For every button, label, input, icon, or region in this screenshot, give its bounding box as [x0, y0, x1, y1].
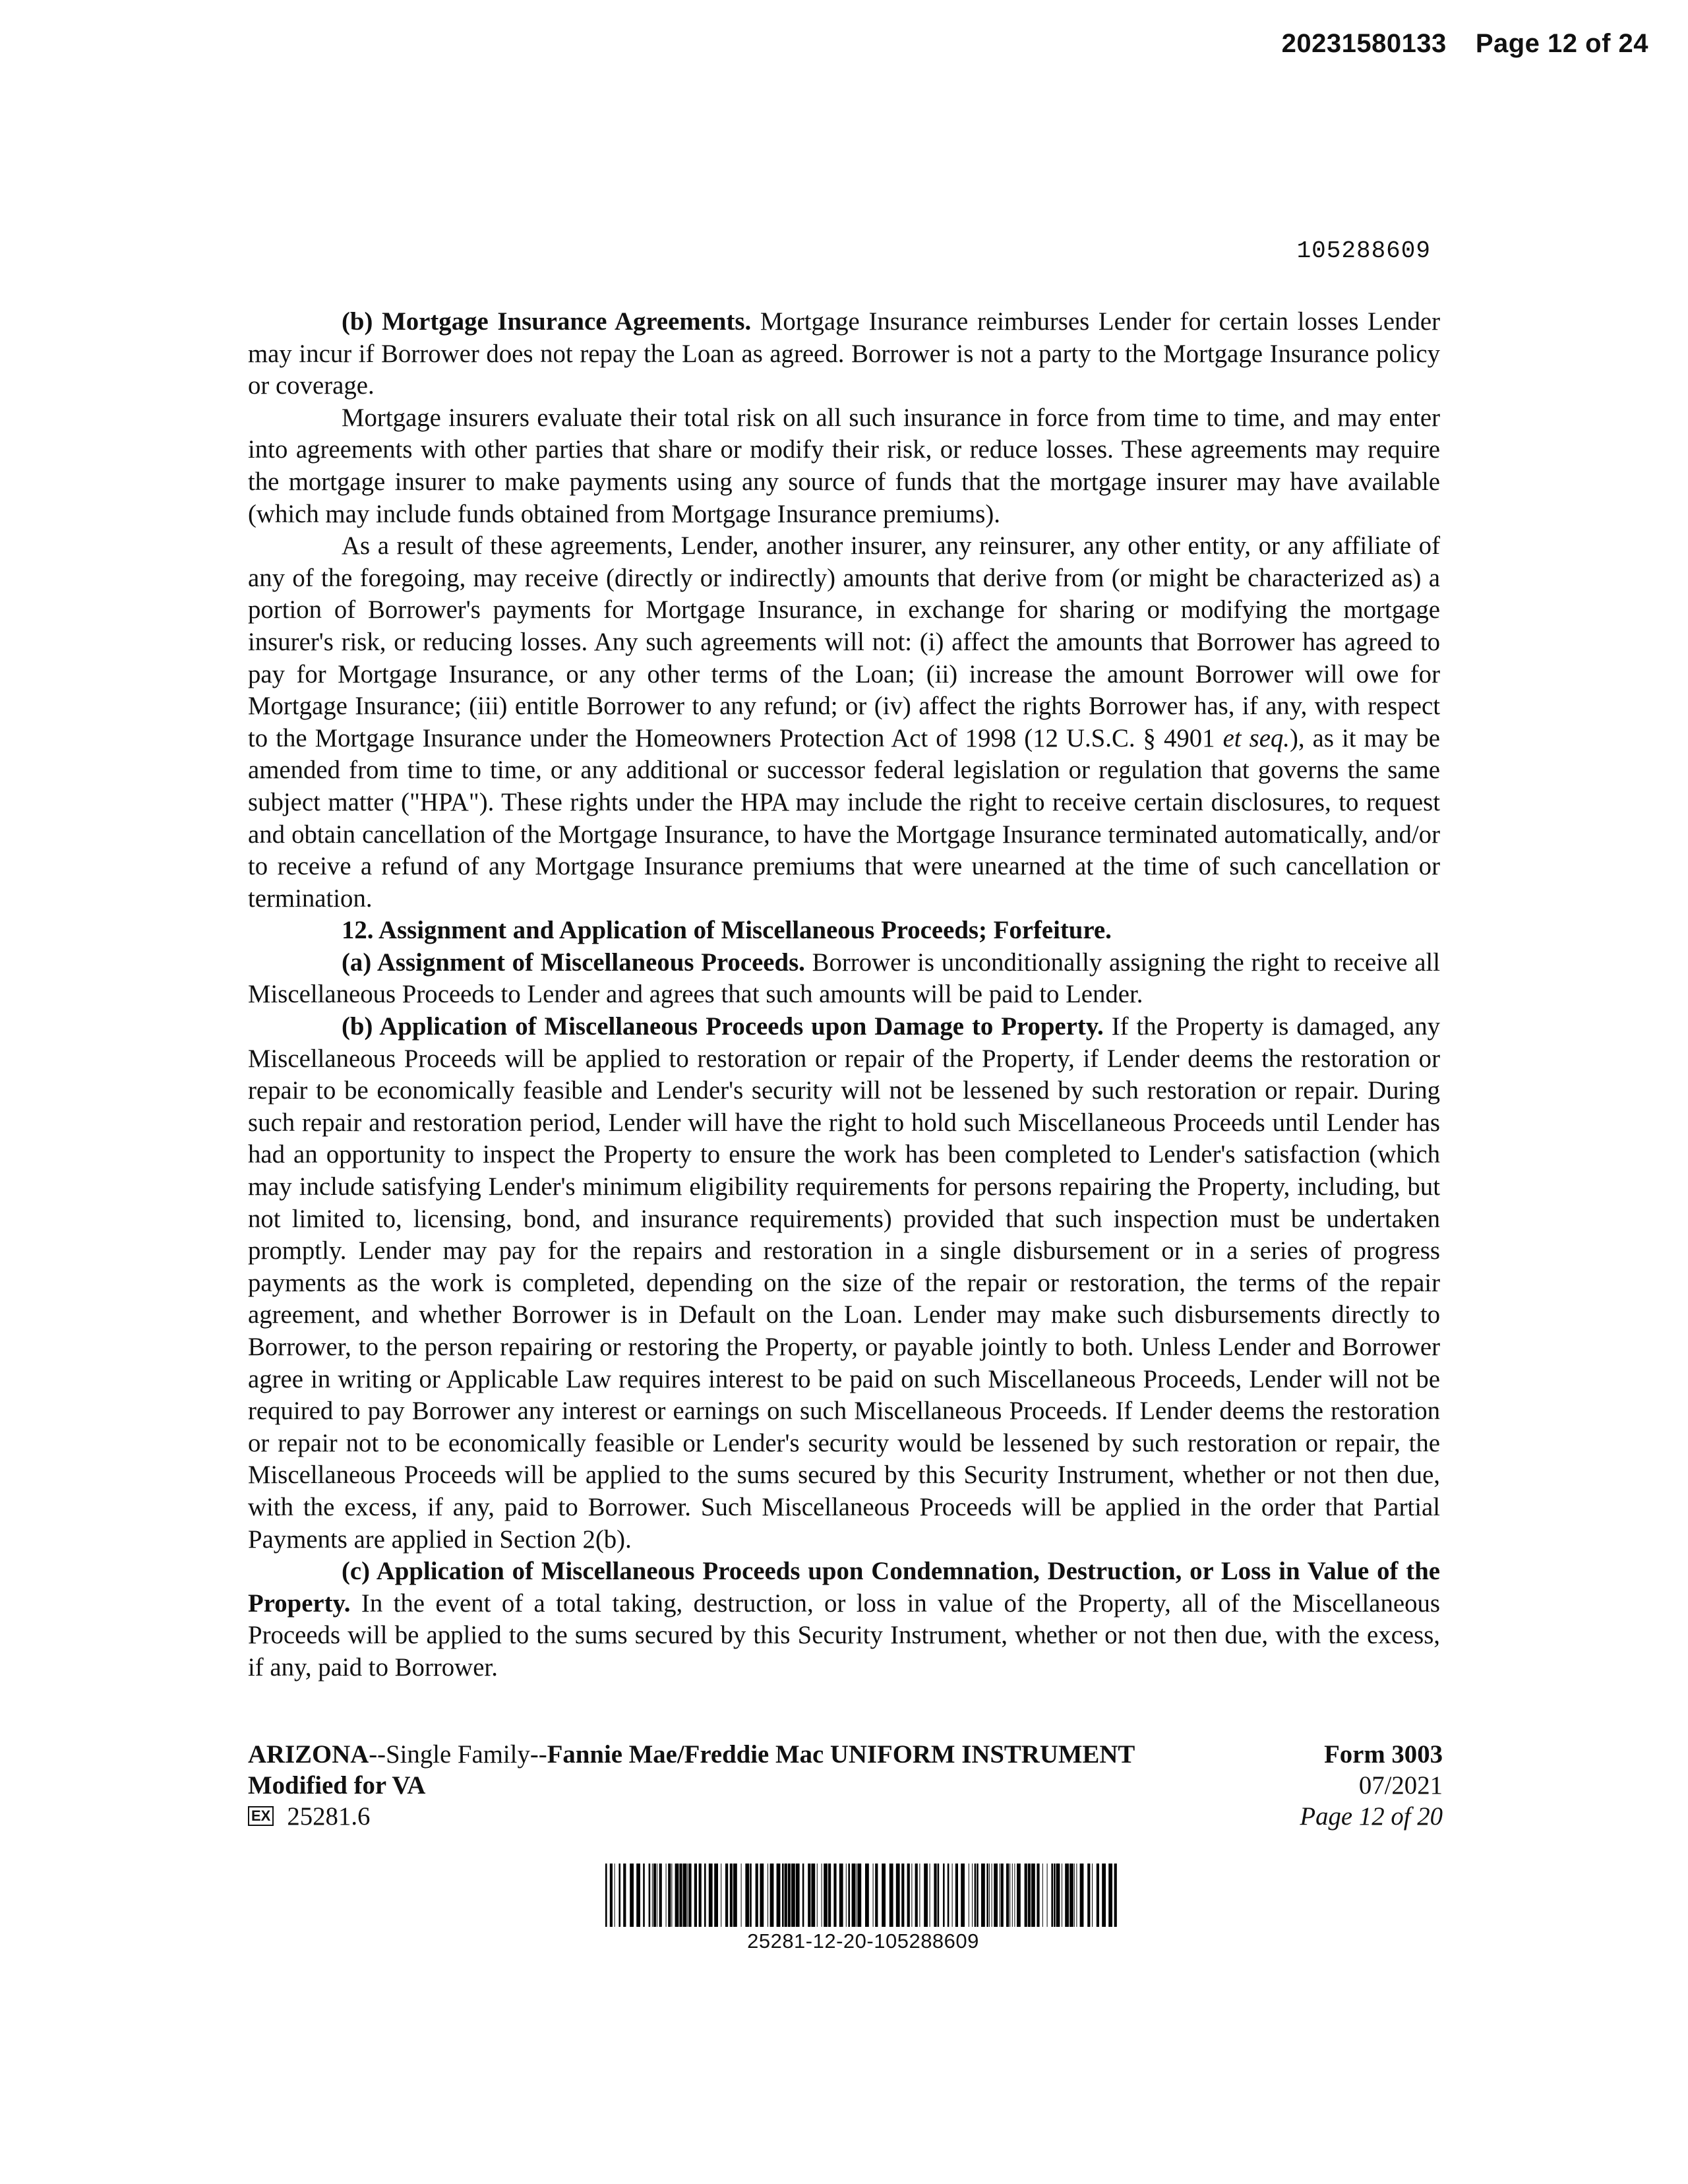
footer-ex-code: 25281.6 [287, 1802, 371, 1831]
condemnation-paragraph [248, 1556, 1440, 1684]
agreements-result-italic: et seq. [1222, 723, 1290, 752]
footer-separator: --Single Family-- [369, 1740, 547, 1769]
recording-header [1282, 29, 1648, 59]
agreements-result-paragraph [248, 530, 1440, 915]
loan-number: 105288609 [1296, 237, 1431, 264]
footer-instrument-line [248, 1739, 1135, 1770]
agreements-result-text-2: ), as it may be amended from time to time, or any additional or successor federal legislation or regulation that governs the same subject matter ("HPA"). These rights under the HPA may include the right to receive certain disclosures, to request and obtain cancellation of the Mortgage Insurance, to have the Mortgage Insurance terminated automatically, and/or to receive a refund of any Mortgage Insurance premiums that were unearned at the time of such cancellation or termination. [248, 723, 1440, 913]
document-number: 20231580133 [1281, 29, 1447, 58]
assignment-paragraph [248, 947, 1440, 1011]
section-12-heading: 12. Assignment and Application of Miscellaneous Proceeds; Forfeiture. [342, 916, 1112, 945]
footer-form-identification [248, 1739, 1135, 1832]
footer-form-label: Form 3003 [1324, 1740, 1443, 1769]
insurers-paragraph: Mortgage insurers evaluate their total risk on all such insurance in force from time to time, and may enter into agreements with other parties that share or modify their risk, or reduce losses. These agreements may require the mortgage insurer to make payments using any source of funds that the mortgage insurer may have available (which may include funds obtained from Mortgage Insurance premiums). [248, 403, 1440, 528]
page-indicator: Page 12 of 24 [1475, 29, 1648, 58]
document-body [248, 306, 1440, 1684]
damage-text: If the Property is damaged, any Miscellaneous Proceeds will be applied to restoration or repair of the Property, if Lender deems the restoration or repair to be economically feasible and Lender's security will not be lessened by such restoration or repair. During such repair and restoration period, Lender will have the right to hold such Miscellaneous Proceeds until Lender has had an opportunity to inspect the Property to ensure the work has been completed to Lender's satisfaction (which may include satisfying Lender's minimum eligibility requirements for persons repairing the Property, including, but not limited to, licensing, bond, and insurance requirements) provided that such inspection must be undertaken promptly. Lender may pay for the repairs and restoration in a single disbursement or in a series of progress payments as the work is completed, depending on the size of the repair or restoration, the terms of the repair agreement, and whether Borrower is in Default on the Loan. Lender may make such disbursements directly to Borrower, to the person repairing or restoring the Property, or payable jointly to both. Unless Lender and Borrower agree in writing or Applicable Law requires interest to be paid on such Miscellaneous Proceeds, Lender will not be required to pay Borrower any interest or earnings on such Miscellaneous Proceeds. If Lender deems the restoration or repair not to be economically feasible or Lender's security would be lessened by such restoration or repair, the Miscellaneous Proceeds will be applied to the sums secured by this Security Instrument, whether or not then due, with the excess, if any, paid to Borrower. Such Miscellaneous Proceeds will be applied in the order that Partial Payments are applied in Section 2(b). [248, 1012, 1440, 1554]
barcode-block [605, 1864, 1121, 1953]
mortgage-insurance-agreements-paragraph [248, 306, 1440, 402]
footer-page-note: Page 12 of 20 [1300, 1802, 1443, 1831]
footer-code-line [248, 1801, 1135, 1832]
agreements-result-text-1: As a result of these agreements, Lender, another insurer, any reinsurer, any other entity, or any affiliate of any of the foregoing, may receive (directly or indirectly) amounts that derive from (or might be characterized as) a portion of Borrower's payments for Mortgage Insurance, in exchange for sharing or modifying the mortgage insurer's risk, or reducing losses. Any such agreements will not: (i) affect the amounts that Borrower has agreed to pay for Mortgage Insurance, or any other terms of the Loan; (ii) increase the amount Borrower will owe for Mortgage Insurance; (iii) entitle Borrower to any refund; or (iv) affect the rights Borrower has, if any, with respect to the Mortgage Insurance under the Homeowners Protection Act of 1998 (12 U.S.C. § 4901 [248, 531, 1440, 752]
barcode-label: 25281-12-20-105288609 [747, 1929, 979, 1953]
footer-modified-line [248, 1770, 1135, 1801]
footer-state: ARIZONA [248, 1740, 369, 1769]
footer-modified: Modified for VA [248, 1771, 426, 1800]
mortgage-insurance-agreements-text: Mortgage Insurance reimburses Lender for certain losses Lender may incur if Borrower does not repay the Loan as agreed. Borrower is not a party to the Mortgage Insurance policy or coverage. [248, 307, 1440, 400]
footer-form-number [1300, 1739, 1443, 1832]
condemnation-heading: (c) Application of Miscellaneous Proceeds upon Condemnation, Destruction, or Loss in Value of the Property. [248, 1557, 1440, 1618]
damage-heading: (b) Application of Miscellaneous Proceeds upon Damage to Property. [342, 1012, 1104, 1041]
ex-icon: EX [248, 1806, 274, 1826]
assignment-heading: (a) Assignment of Miscellaneous Proceeds. [342, 948, 805, 977]
section-12-heading-paragraph [248, 915, 1440, 947]
barcode-icon [605, 1864, 1121, 1927]
mortgage-insurance-agreements-heading: (b) Mortgage Insurance Agreements. [342, 307, 752, 336]
condemnation-text: In the event of a total taking, destruction, or loss in value of the Property, all of the Miscellaneous Proceeds will be applied to the sums secured by this Security Instrument, whether or not then due, with the excess, if any, paid to Borrower. [248, 1589, 1440, 1682]
damage-paragraph [248, 1011, 1440, 1556]
assignment-text: Borrower is unconditionally assigning the right to receive all Miscellaneous Proceeds to Lender and agrees that such amounts will be paid to Lender. [248, 948, 1440, 1009]
footer-instrument: Fannie Mae/Freddie Mac UNIFORM INSTRUMENT [547, 1740, 1135, 1769]
footer-form-date: 07/2021 [1358, 1771, 1443, 1800]
